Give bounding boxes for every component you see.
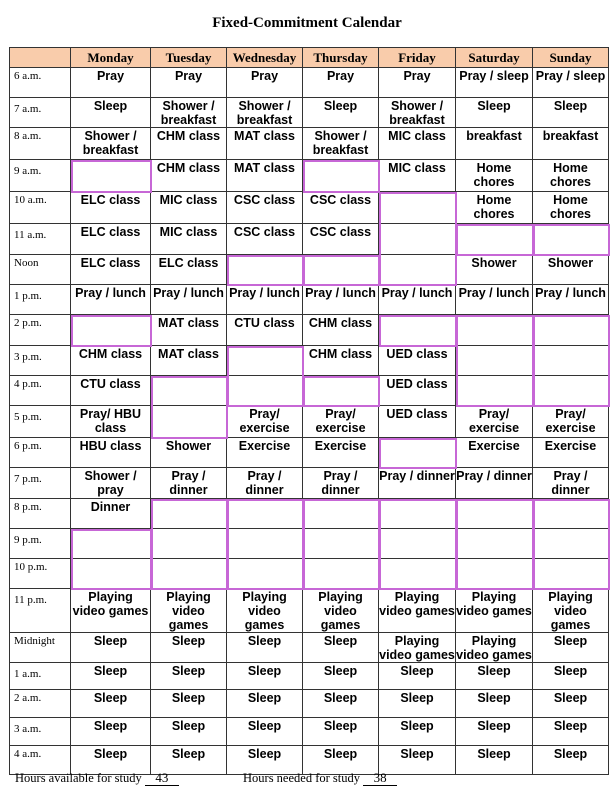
calendar-cell-tuesday[interactable] xyxy=(151,499,227,529)
calendar-cell-saturday[interactable] xyxy=(456,559,533,589)
calendar-cell-friday[interactable]: UED class xyxy=(379,346,456,376)
table-row xyxy=(10,589,609,633)
calendar-cell-monday[interactable]: HBU class xyxy=(71,438,151,468)
time-label: Noon xyxy=(10,255,71,285)
calendar-cell-thursday[interactable]: Sleep xyxy=(303,718,379,746)
calendar-cell-friday[interactable]: Playing video games xyxy=(379,589,456,633)
calendar-cell-monday[interactable] xyxy=(71,315,151,346)
calendar-cell-friday[interactable] xyxy=(379,438,456,468)
calendar-cell-tuesday[interactable] xyxy=(151,376,227,406)
calendar-cell-friday[interactable] xyxy=(379,255,456,285)
time-label: 4 p.m. xyxy=(10,376,71,406)
calendar-cell-wednesday[interactable]: MAT class xyxy=(227,128,303,160)
day-header-tuesday: Tuesday xyxy=(151,48,227,68)
calendar-cell-saturday[interactable]: Shower xyxy=(456,255,533,285)
day-header-thursday: Thursday xyxy=(303,48,379,68)
header-row xyxy=(10,48,609,68)
table-row xyxy=(10,68,609,98)
calendar-cell-monday[interactable] xyxy=(71,529,151,559)
calendar-cell-sunday[interactable] xyxy=(533,224,609,255)
calendar-cell-thursday[interactable] xyxy=(303,376,379,406)
table-row xyxy=(10,559,609,589)
calendar-cell-thursday[interactable]: CSC class xyxy=(303,224,379,255)
calendar-cell-wednesday[interactable]: Sleep xyxy=(227,663,303,690)
calendar-cell-wednesday[interactable]: Pray xyxy=(227,68,303,98)
day-header-wednesday: Wednesday xyxy=(227,48,303,68)
calendar-cell-sunday[interactable] xyxy=(533,499,609,529)
time-label: 10 p.m. xyxy=(10,559,71,589)
calendar-cell-wednesday[interactable]: MAT class xyxy=(227,160,303,192)
calendar-cell-friday[interactable]: Sleep xyxy=(379,746,456,775)
table-row xyxy=(10,718,609,746)
calendar-cell-wednesday[interactable]: Sleep xyxy=(227,690,303,718)
calendar-cell-sunday[interactable]: Shower xyxy=(533,255,609,285)
calendar-cell-thursday[interactable]: Sleep xyxy=(303,98,379,128)
calendar-cell-thursday[interactable] xyxy=(303,529,379,559)
calendar-cell-monday[interactable]: CTU class xyxy=(71,376,151,406)
calendar-cell-wednesday[interactable] xyxy=(227,255,303,285)
calendar-cell-sunday[interactable]: Pray / lunch xyxy=(533,285,609,315)
calendar-cell-thursday[interactable]: Pray xyxy=(303,68,379,98)
calendar-cell-sunday[interactable]: Home chores xyxy=(533,192,609,224)
time-label: 11 p.m. xyxy=(10,589,71,633)
calendar-cell-friday[interactable]: Sleep xyxy=(379,718,456,746)
calendar-cell-monday[interactable]: ELC class xyxy=(71,255,151,285)
table-row xyxy=(10,663,609,690)
calendar-cell-tuesday[interactable]: Shower / breakfast xyxy=(151,98,227,128)
calendar-cell-tuesday[interactable]: MIC class xyxy=(151,192,227,224)
calendar-cell-wednesday[interactable]: CTU class xyxy=(227,315,303,346)
calendar-cell-thursday[interactable]: Pray/ exercise xyxy=(303,406,379,438)
calendar-cell-monday[interactable]: Shower / breakfast xyxy=(71,128,151,160)
calendar-cell-thursday[interactable]: Exercise xyxy=(303,438,379,468)
calendar-cell-saturday[interactable] xyxy=(456,224,533,255)
calendar-cell-monday[interactable]: Shower / pray xyxy=(71,468,151,499)
calendar-cell-tuesday[interactable] xyxy=(151,559,227,589)
calendar-cell-monday[interactable]: Pray/ HBU class xyxy=(71,406,151,438)
calendar-cell-monday[interactable]: Sleep xyxy=(71,746,151,775)
calendar-cell-monday[interactable]: Sleep xyxy=(71,98,151,128)
calendar-cell-friday[interactable]: Sleep xyxy=(379,663,456,690)
calendar-cell-tuesday[interactable]: Sleep xyxy=(151,718,227,746)
table-row xyxy=(10,529,609,559)
calendar-cell-thursday[interactable]: Sleep xyxy=(303,690,379,718)
calendar-cell-thursday[interactable]: CHM class xyxy=(303,346,379,376)
table-row xyxy=(10,499,609,529)
calendar-cell-tuesday[interactable]: Pray xyxy=(151,68,227,98)
calendar-cell-thursday[interactable]: Pray / dinner xyxy=(303,468,379,499)
calendar-cell-wednesday[interactable]: Playing video games xyxy=(227,589,303,633)
calendar-cell-tuesday[interactable]: Pray / dinner xyxy=(151,468,227,499)
calendar-cell-tuesday[interactable]: Pray / lunch xyxy=(151,285,227,315)
calendar-cell-sunday[interactable]: Sleep xyxy=(533,690,609,718)
calendar-cell-wednesday[interactable]: Pray/ exercise xyxy=(227,406,303,438)
calendar-cell-friday[interactable]: Pray / dinner xyxy=(379,468,456,499)
calendar-cell-sunday[interactable]: Pray/ exercise xyxy=(533,406,609,438)
calendar-cell-wednesday[interactable]: Sleep xyxy=(227,718,303,746)
calendar-cell-friday[interactable]: Shower / breakfast xyxy=(379,98,456,128)
calendar-cell-sunday[interactable]: breakfast xyxy=(533,128,609,160)
hours-available-value: 43 xyxy=(145,771,179,786)
calendar-cell-tuesday[interactable]: Sleep xyxy=(151,690,227,718)
table-row xyxy=(10,192,609,224)
calendar-cell-thursday[interactable] xyxy=(303,160,379,192)
calendar-cell-thursday[interactable]: Sleep xyxy=(303,746,379,775)
calendar-cell-saturday[interactable]: Pray / dinner xyxy=(456,468,533,499)
calendar-cell-monday[interactable]: Sleep xyxy=(71,718,151,746)
calendar-cell-sunday[interactable]: Pray / sleep xyxy=(533,68,609,98)
calendar-cell-saturday[interactable] xyxy=(456,529,533,559)
time-label: 3 p.m. xyxy=(10,346,71,376)
calendar-cell-wednesday[interactable]: CSC class xyxy=(227,224,303,255)
calendar-cell-tuesday[interactable]: MAT class xyxy=(151,346,227,376)
calendar-cell-tuesday[interactable]: CHM class xyxy=(151,128,227,160)
calendar-cell-sunday[interactable]: Sleep xyxy=(533,98,609,128)
calendar-cell-monday[interactable]: Pray / lunch xyxy=(71,285,151,315)
calendar-cell-tuesday[interactable]: Playing video games xyxy=(151,589,227,633)
calendar-cell-sunday[interactable]: Sleep xyxy=(533,746,609,775)
time-label: 1 p.m. xyxy=(10,285,71,315)
calendar-cell-wednesday[interactable]: Pray / dinner xyxy=(227,468,303,499)
time-label: 7 p.m. xyxy=(10,468,71,499)
calendar-cell-wednesday[interactable] xyxy=(227,529,303,559)
calendar-cell-saturday[interactable] xyxy=(456,499,533,529)
table-row xyxy=(10,315,609,346)
calendar-cell-tuesday[interactable]: Sleep xyxy=(151,746,227,775)
hours-available-label: Hours available for study xyxy=(15,771,142,785)
calendar-cell-tuesday[interactable]: ELC class xyxy=(151,255,227,285)
time-label: 2 a.m. xyxy=(10,690,71,718)
calendar-cell-monday[interactable]: ELC class xyxy=(71,192,151,224)
calendar-cell-thursday[interactable]: Sleep xyxy=(303,663,379,690)
time-label: 9 a.m. xyxy=(10,160,71,192)
corner-cell xyxy=(10,48,71,68)
calendar-cell-monday[interactable] xyxy=(71,559,151,589)
calendar-cell-wednesday[interactable]: Sleep xyxy=(227,633,303,663)
calendar-cell-sunday[interactable]: Sleep xyxy=(533,663,609,690)
calendar-cell-friday[interactable] xyxy=(379,224,456,255)
calendar-table xyxy=(9,47,609,775)
calendar-cell-wednesday[interactable]: CSC class xyxy=(227,192,303,224)
calendar-cell-saturday[interactable] xyxy=(456,346,533,376)
day-header-sunday: Sunday xyxy=(533,48,609,68)
calendar-cell-saturday[interactable]: Sleep xyxy=(456,663,533,690)
calendar-cell-sunday[interactable]: Playing video games xyxy=(533,589,609,633)
calendar-cell-saturday[interactable]: Playing video games xyxy=(456,589,533,633)
table-row xyxy=(10,376,609,406)
calendar-cell-thursday[interactable]: Playing video games xyxy=(303,589,379,633)
calendar-cell-monday[interactable]: Dinner xyxy=(71,499,151,529)
time-label: 7 a.m. xyxy=(10,98,71,128)
calendar-cell-saturday[interactable] xyxy=(456,376,533,406)
calendar-cell-tuesday[interactable]: MIC class xyxy=(151,224,227,255)
calendar-cell-thursday[interactable] xyxy=(303,255,379,285)
calendar-cell-wednesday[interactable] xyxy=(227,376,303,406)
calendar-cell-thursday[interactable] xyxy=(303,499,379,529)
time-label: 11 a.m. xyxy=(10,224,71,255)
table-row xyxy=(10,633,609,663)
calendar-cell-wednesday[interactable]: Exercise xyxy=(227,438,303,468)
calendar-cell-thursday[interactable]: CSC class xyxy=(303,192,379,224)
table-row xyxy=(10,160,609,192)
time-label: 4 a.m. xyxy=(10,746,71,775)
calendar-cell-monday[interactable]: Sleep xyxy=(71,690,151,718)
calendar-cell-tuesday[interactable]: Sleep xyxy=(151,633,227,663)
calendar-cell-friday[interactable]: Pray / lunch xyxy=(379,285,456,315)
calendar-cell-friday[interactable] xyxy=(379,315,456,346)
calendar-cell-saturday[interactable]: Sleep xyxy=(456,718,533,746)
calendar-cell-wednesday[interactable]: Pray / lunch xyxy=(227,285,303,315)
calendar-cell-saturday[interactable]: Exercise xyxy=(456,438,533,468)
calendar-cell-thursday[interactable]: Pray / lunch xyxy=(303,285,379,315)
day-header-monday: Monday xyxy=(71,48,151,68)
calendar-cell-wednesday[interactable] xyxy=(227,499,303,529)
calendar-cell-friday[interactable]: Pray xyxy=(379,68,456,98)
day-header-friday: Friday xyxy=(379,48,456,68)
table-row xyxy=(10,285,609,315)
calendar-cell-monday[interactable]: Pray xyxy=(71,68,151,98)
calendar-cell-saturday[interactable]: Pray / lunch xyxy=(456,285,533,315)
calendar-cell-saturday[interactable]: Sleep xyxy=(456,746,533,775)
calendar-cell-tuesday[interactable]: MAT class xyxy=(151,315,227,346)
time-label: 8 p.m. xyxy=(10,499,71,529)
calendar-cell-tuesday[interactable] xyxy=(151,529,227,559)
calendar-cell-wednesday[interactable]: Shower / breakfast xyxy=(227,98,303,128)
calendar-cell-wednesday[interactable]: Sleep xyxy=(227,746,303,775)
calendar-cell-saturday[interactable]: Sleep xyxy=(456,690,533,718)
calendar-cell-sunday[interactable]: Exercise xyxy=(533,438,609,468)
calendar-cell-friday[interactable]: Playing video games xyxy=(379,634,455,662)
calendar-cell-sunday[interactable] xyxy=(533,315,609,346)
time-label: 10 a.m. xyxy=(10,192,71,224)
footer xyxy=(15,770,387,786)
day-header-saturday: Saturday xyxy=(456,48,533,68)
calendar-cell-wednesday[interactable] xyxy=(227,559,303,589)
calendar-cell-sunday[interactable] xyxy=(533,529,609,559)
calendar-cell-friday[interactable]: UED class xyxy=(379,376,456,406)
table-row xyxy=(10,468,609,499)
table-row xyxy=(10,224,609,255)
time-label: 8 a.m. xyxy=(10,128,71,160)
calendar-cell-thursday[interactable]: Shower / breakfast xyxy=(303,128,379,160)
calendar-cell-wednesday[interactable] xyxy=(227,346,303,376)
table-row xyxy=(10,438,609,468)
calendar-cell-monday[interactable] xyxy=(71,160,151,192)
calendar-cell-saturday[interactable]: Sleep xyxy=(456,98,533,128)
calendar-cell-saturday[interactable]: Pray / sleep xyxy=(456,68,533,98)
calendar-cell-saturday[interactable]: Playing video games xyxy=(456,634,532,662)
calendar-cell-sunday[interactable] xyxy=(533,346,609,376)
calendar-cell-thursday[interactable]: CHM class xyxy=(303,315,379,346)
table-row xyxy=(10,98,609,128)
calendar-cell-saturday[interactable]: Home chores xyxy=(456,192,533,224)
calendar-cell-saturday[interactable]: Pray/ exercise xyxy=(456,406,533,438)
table-row xyxy=(10,406,609,438)
time-label: Midnight xyxy=(10,633,71,663)
table-row xyxy=(10,128,609,160)
calendar-cell-tuesday[interactable] xyxy=(151,406,227,438)
calendar-cell-tuesday[interactable]: Sleep xyxy=(151,663,227,690)
calendar-cell-sunday[interactable]: Sleep xyxy=(533,633,609,663)
calendar-cell-friday[interactable] xyxy=(379,559,456,589)
calendar-cell-thursday[interactable] xyxy=(303,559,379,589)
table-row xyxy=(10,690,609,718)
table-row xyxy=(10,255,609,285)
time-label: 5 p.m. xyxy=(10,406,71,438)
time-label: 2 p.m. xyxy=(10,315,71,346)
calendar-cell-monday[interactable]: Playing video games xyxy=(71,589,151,633)
calendar-cell-friday[interactable]: MIC class xyxy=(379,128,456,160)
calendar-cell-thursday[interactable]: Sleep xyxy=(303,633,379,663)
calendar-cell-sunday[interactable] xyxy=(533,559,609,589)
table-row xyxy=(10,346,609,376)
calendar-cell-monday[interactable]: Sleep xyxy=(71,633,151,663)
time-label: 1 a.m. xyxy=(10,663,71,690)
calendar-cell-friday[interactable]: UED class xyxy=(379,406,456,438)
calendar-cell-friday[interactable]: MIC class xyxy=(379,160,456,192)
time-label: 9 p.m. xyxy=(10,529,71,559)
calendar-cell-sunday[interactable] xyxy=(533,376,609,406)
time-label: 3 a.m. xyxy=(10,718,71,746)
calendar-cell-saturday[interactable]: breakfast xyxy=(456,128,533,160)
time-label: 6 p.m. xyxy=(10,438,71,468)
hours-needed-value: 38 xyxy=(363,771,397,786)
calendar-cell-sunday[interactable]: Pray / dinner xyxy=(533,468,609,499)
calendar-cell-saturday[interactable]: Home chores xyxy=(456,160,533,192)
time-label: 6 a.m. xyxy=(10,68,71,98)
calendar-cell-friday[interactable] xyxy=(379,499,456,529)
calendar-cell-saturday[interactable] xyxy=(456,315,533,346)
calendar-cell-monday[interactable]: CHM class xyxy=(71,346,151,376)
calendar-cell-tuesday[interactable]: CHM class xyxy=(151,160,227,192)
page-title: Fixed-Commitment Calendar xyxy=(212,15,402,31)
calendar-cell-monday[interactable]: ELC class xyxy=(71,224,151,255)
calendar-cell-friday[interactable] xyxy=(379,192,456,224)
calendar-cell-sunday[interactable]: Sleep xyxy=(533,718,609,746)
calendar-cell-friday[interactable] xyxy=(379,529,456,559)
calendar-cell-friday[interactable]: Sleep xyxy=(379,690,456,718)
calendar-cell-tuesday[interactable]: Shower xyxy=(151,438,227,468)
hours-needed-label: Hours needed for study xyxy=(243,771,360,785)
calendar-cell-monday[interactable]: Sleep xyxy=(71,663,151,690)
calendar-cell-sunday[interactable]: Home chores xyxy=(533,160,609,192)
